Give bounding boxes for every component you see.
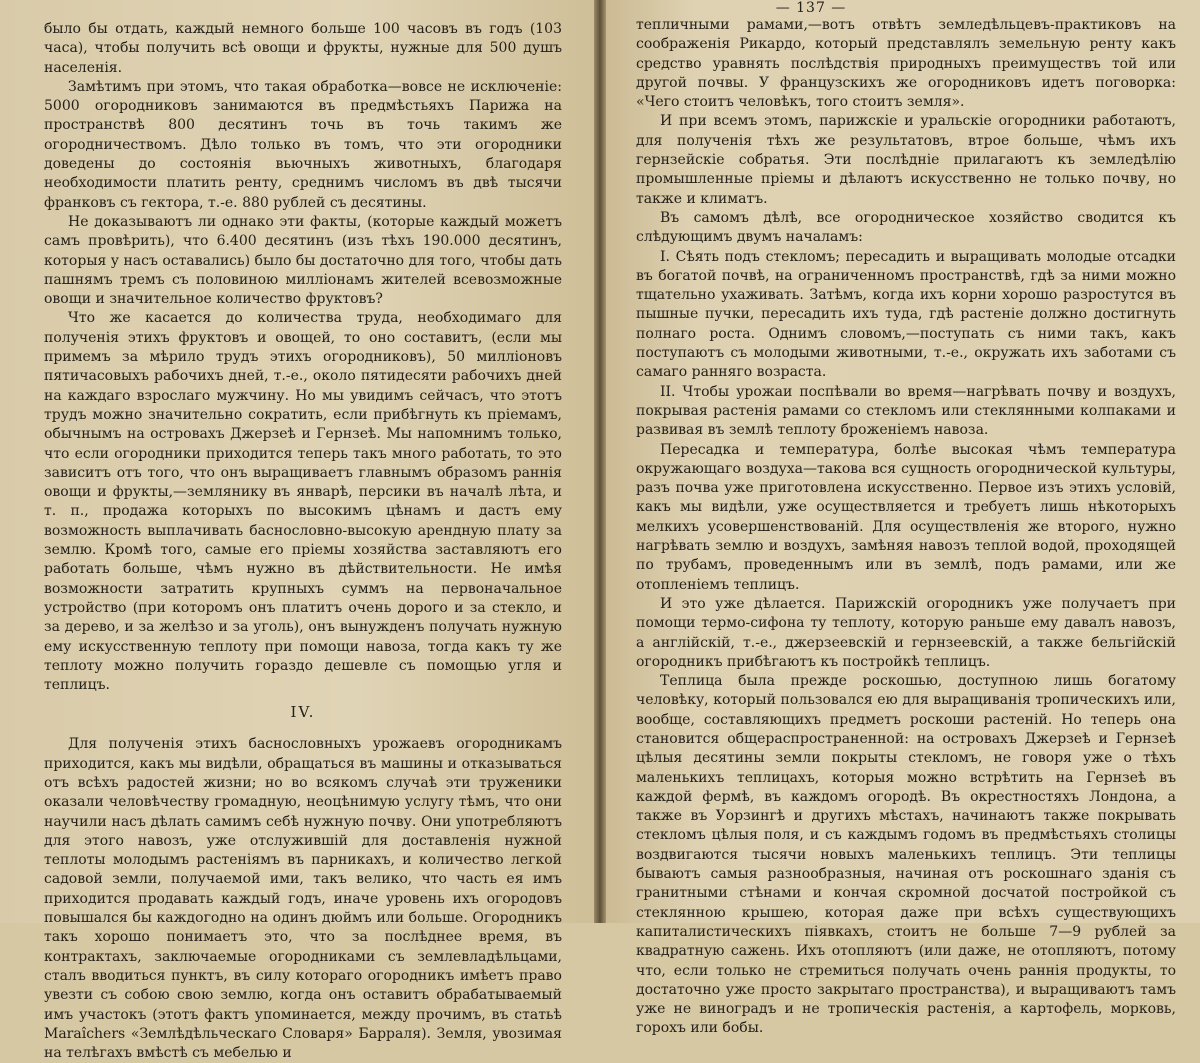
right-page xyxy=(606,0,1200,1037)
right-paragraph: II. Чтобы урожаи поспѣвали во время—нагрѣвать почву и воздухъ, покрывая растенія рамами со стекломъ или стеклянными колпаками и развивая въ землѣ теплоту броженіемъ навоза. xyxy=(636,383,1176,439)
left-paragraph: Не доказываютъ ли однако эти факты, (которые каждый можетъ самъ провѣрить), что 6.400 десятинъ (изъ тѣхъ 190.000 десятинъ, которыя у насъ оставались) было бы достаточно для того, чтобы дать пашнямъ тремъ съ половиною милліонамъ жителей всевозможные овощи и значительное количество фруктовъ? xyxy=(44,213,562,308)
right-paragraph: И это уже дѣлается. Парижскій огородникъ уже получаетъ при помощи термо-сифона ту теплоту, которую раньше ему давалъ навозъ, а англійскій, т.-е., джерзеевскій и гернзеевскій, а также бельгійскій огородникъ прибѣгаютъ къ постройкѣ теплицъ. xyxy=(636,595,1176,670)
section-heading: IV. xyxy=(290,703,316,722)
right-paragraph: И при всемъ этомъ, парижскіе и уральскіе огородники работаютъ, для полученія тѣхъ же результатовъ, втрое больше, чѣмъ ихъ гернзейскіе собратья. Эти послѣдніе прилагаютъ къ земледѣлію промышленные пріемы и дѣлаютъ искусственно не только почву, но также и климатъ. xyxy=(636,113,1176,207)
page-number: — 137 — xyxy=(775,0,847,16)
left-paragraph: Для полученія этихъ баснословныхъ урожаевъ огородникамъ приходится, какъ мы видѣли, обращаться въ машины и отказываться отъ всѣхъ радостей жизни; но во всякомъ случаѣ эти труженики оказали человѣчеству громадную, неоцѣнимую услугу тѣмъ, что они научили насъ дѣлать самимъ себѣ нужную почву. Они употребляютъ для этого навозъ, уже отслужившій для доставленія нужной теплоты молодымъ растеніямъ въ парникахъ, и количество легкой садовой земли, получаемой ими, такъ велико, что часть ея имъ приходится продавать каждый годъ, иначе уровень ихъ огородовъ повышался бы каждогодно на одинъ дюймъ или больше. Огородникъ такъ хорошо понимаетъ это, что за послѣднее время, въ контрактахъ, заключаемые огородниками съ землевладѣльцами, сталъ вводиться пунктъ, въ силу котораго огородникъ имѣетъ право увезти съ собою свою землю, когда онъ оставитъ обрабатываемый имъ участокъ (этотъ фактъ упоминается, между прочимъ, въ статьѣ Maraîchers «Землѣдѣльческаго Словаря» Барраля). Земля, увозимая на телѣгахъ вмѣстѣ съ мебелью и xyxy=(44,736,562,1062)
left-paragraph: Замѣтимъ при этомъ, что такая обработка—вовсе не исключеніе: 5000 огородниковъ занимаются въ предмѣстьяхъ Парижа на пространствѣ 800 десятинъ точь въ точь такимъ же огородничествомъ. Дѣло только въ томъ, что эти огородники доведены до состоянія вьючныхъ животныхъ, благодаря необходимости платить ренту, среднимъ числомъ въ двѣ тысячи франковъ съ гектора, т.-е. 880 рублей съ десятины. xyxy=(44,78,562,211)
right-paragraph: Теплица была прежде роскошью, доступною лишь богатому человѣку, который пользовался ею для выращиванія тропическихъ или, вообще, составляющихъ предметъ роскоши растеній. Но теперь она становится общераспространенной: на островахъ Джерзеѣ и Гернзеѣ цѣлыя десятины земли покрыты стекломъ, не говоря уже о тѣхъ маленькихъ теплицахъ, которыя можно встрѣтить на Гернзеѣ въ каждой фермѣ, въ каждомъ огородѣ. Въ окрестностяхъ Лондона, а также въ Уорзингѣ и другихъ мѣстахъ, начинаютъ также покрывать стекломъ цѣлыя поля, и съ каждымъ годомъ въ предмѣстьяхъ столицы воздвигаются тысячи новыхъ маленькихъ теплицъ. Эти теплицы бываютъ самыя разнообразныя, начиная отъ роскошнаго зданія съ гранитными стѣнами и кончая скромной досчатой постройкой съ стеклянною крышею, которая даже при всѣхъ существующихъ капиталистическихъ піявкахъ, стоитъ не больше 7—9 рублей за квадратную сажень. Ихъ отопляютъ (или даже, не отопляютъ, потому что, если только не стремиться получать очень раннія продукты, то достаточно уже просто закрытаго пространства), и выращиваютъ тамъ уже не виноградъ и не тропическія растенія, а картофель, морковь, горохъ или бобы. xyxy=(636,673,1176,1037)
left-page xyxy=(0,0,594,1062)
right-paragraph: тепличными рамами,—вотъ отвѣтъ земледѣльцевъ-практиковъ на соображенія Рикардо, который представлялъ земельную ренту какъ средство уравнять послѣдствія природныхъ преимуществъ той или другой почвы. У французскихъ же огородниковъ идетъ поговорка: «Чего стоитъ человѣкъ, того стоитъ земля». xyxy=(636,17,1176,111)
right-paragraph: I. Сѣять подъ стекломъ; пересадить и выращивать молодые отсадки въ богатой почвѣ, на ограниченномъ пространствѣ, гдѣ за ними можно тщательно ухаживать. Затѣмъ, когда ихъ корни хорошо разростутся въ пышные пучки, пересадить ихъ туда, гдѣ растеніе должно достигнуть полнаго роста. Однимъ словомъ,—поступать съ ними такъ, какъ поступаютъ съ молодыми животными, т.-е., окружать ихъ заботами съ самаго ранняго возраста. xyxy=(636,248,1176,381)
left-paragraph: было бы отдать, каждый немного больше 100 часовъ въ годъ (103 часа), чтобы получить всѣ овощи и фрукты, нужные для 500 душъ населенія. xyxy=(44,21,562,76)
book-gutter xyxy=(594,0,606,923)
right-paragraph: Въ самомъ дѣлѣ, все огородническое хозяйство сводится къ слѣдующимъ двумъ началамъ: xyxy=(636,209,1176,246)
left-paragraph: Что же касается до количества труда, необходимаго для полученія этихъ фруктовъ и овощей, то оно составитъ, (если мы примемъ за мѣрило трудъ этихъ огородниковъ), 50 милліоновъ пятичасовыхъ рабочихъ дней, т.-е., около пятидесяти рабочихъ дней на каждаго взрослаго мужчину. Но мы увидимъ сейчасъ, что этотъ трудъ можно значительно сократить, если прибѣгнуть къ пріемамъ, обычнымъ на островахъ Джерзеѣ и Гернзеѣ. Мы напомнимъ только, что если огородники приходится теперь такъ много работать, то это зависитъ отъ того, что онъ выращиваетъ главнымъ образомъ раннія овощи и фрукты,—землянику въ январѣ, персики въ началѣ лѣта, и т. п., продажа которыхъ по высокимъ цѣнамъ и дастъ ему возможность выплачивать баснословно-высокую арендную плату за землю. Кромѣ того, самые его пріемы хозяйства заставляютъ его работать больше, чѣмъ нужно въ дѣйствительности. Не имѣя возможности затратить крупныхъ суммъ на первоначальное устройство (при которомъ онъ платитъ очень дорого и за стекло, и за дерево, и за желѣзо и за уголь), онъ вынужденъ получать нужную ему искусственную теплоту при помощи навоза, тогда какъ ту же теплоту можно получить гораздо дешевле съ помощью угля и теплицъ. xyxy=(44,310,562,694)
right-paragraph: Пересадка и температура, болѣе высокая чѣмъ температура окружающаго воздуха—такова вся сущность огороднической культуры, разъ почва уже приготовлена искусственно. Первое изъ этихъ условій, какъ мы видѣли, уже осуществляется и требуетъ лишь нѣкоторыхъ мелкихъ усовершенствованій. Для осуществленія же второго, нужно нагрѣвать землю и воздухъ, замѣняя навозъ теплой водой, проходящей по трубамъ, проведеннымъ или въ землѣ, подъ рамами, или же отопленіемъ теплицъ. xyxy=(636,441,1176,593)
